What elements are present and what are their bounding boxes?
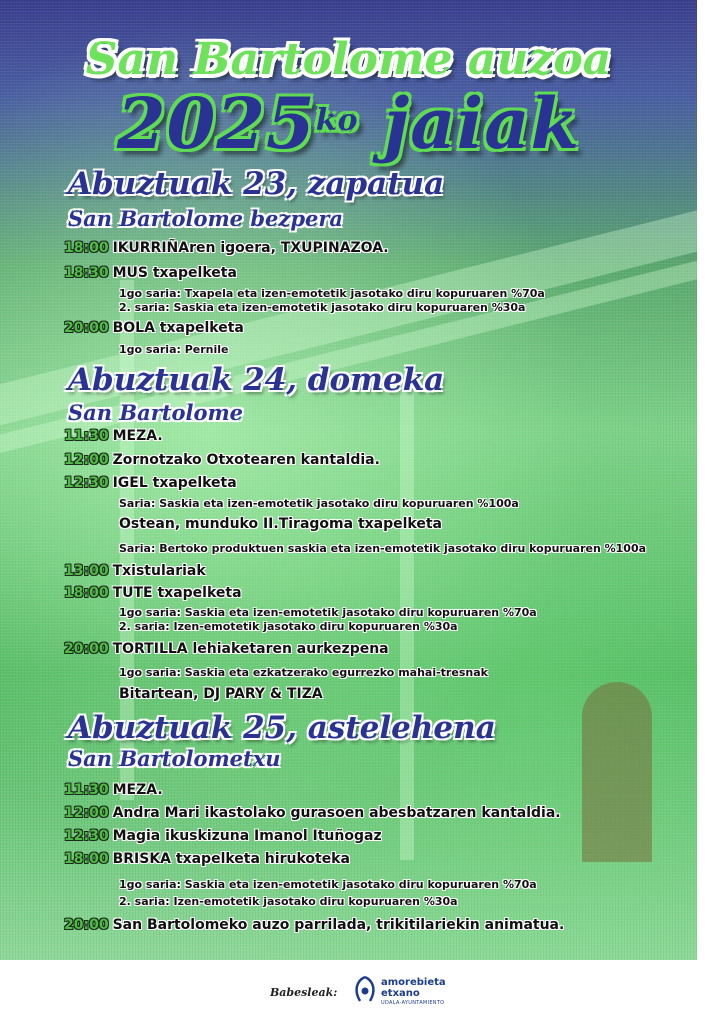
event-text: BRISKA txapelketa hirukoteka (112, 851, 350, 867)
day-title: Abuztuak 23, zapatua (68, 166, 445, 202)
event-time: 13:00 (64, 563, 109, 579)
event-note: 1go saria: Saskia eta izen-emotetik jasotako diru kopuruaren %70a (119, 606, 537, 619)
event-row (64, 641, 389, 657)
event-text: IGEL txapelketa (112, 475, 237, 491)
event-note: Saria: Saskia eta izen-emotetik jasotako diru kopuruaren %100a (119, 497, 519, 510)
event-row (64, 563, 206, 579)
event-row (64, 851, 350, 867)
poster-title-line1: San Bartolome auzoa (85, 34, 612, 85)
event-time: 18:00 (64, 585, 109, 601)
event-text: Zornotzako Otxotearen kantaldia. (112, 452, 380, 468)
event-extra: Ostean, munduko II.Tiragoma txapelketa (119, 516, 443, 532)
logo-text-line3: UDALA·AYUNTAMIENTO (381, 1000, 445, 1006)
poster-title-line2 (0, 82, 697, 165)
event-text: MEZA. (112, 428, 163, 444)
day-title: Abuztuak 25, astelehena (68, 710, 496, 746)
event-text: San Bartolomeko auzo parrilada, trikitilariekin animatua. (112, 917, 565, 933)
event-text: BOLA txapelketa (112, 320, 244, 336)
event-time: 12:30 (64, 475, 109, 491)
event-note: Saria: Bertoko produktuen saskia eta izen-emotetik jasotako diru kopuruaren %100a (119, 542, 647, 555)
event-time: 18:30 (64, 265, 109, 281)
event-note: 1go saria: Txapela eta izen-emotetik jasotako diru kopuruaren %70a (119, 287, 545, 300)
event-time: 20:00 (64, 641, 109, 657)
chapel-door-decoration (582, 682, 652, 862)
title-year: 2025 (116, 82, 316, 165)
event-row (64, 320, 244, 336)
day-subtitle: San Bartolome bezpera (68, 206, 344, 231)
logo-text-line1: amorebieta (381, 977, 446, 988)
event-row (64, 782, 163, 798)
event-row (64, 452, 380, 468)
event-text: IKURRIÑAren igoera, TXUPINAZOA. (112, 240, 389, 256)
event-time: 12:00 (64, 805, 109, 821)
event-text: MUS txapelketa (112, 265, 237, 281)
event-time: 11:30 (64, 428, 109, 444)
day-subtitle: San Bartolome (68, 400, 244, 425)
event-note: 1go saria: Saskia eta izen-emotetik jasotako diru kopuruaren %70a (119, 878, 537, 891)
event-text: Andra Mari ikastolako gurasoen abesbatzaren kantaldia. (112, 805, 561, 821)
day-subtitle: San Bartolometxu (68, 746, 281, 771)
logo-text-line2: etxano (381, 988, 420, 999)
event-note: 2. saria: Izen-emotetik jasotako diru kopuruaren %30a (119, 895, 458, 908)
event-row (64, 828, 382, 844)
event-row (64, 475, 237, 491)
amorebieta-logo-icon (352, 975, 378, 1005)
event-text: Txistulariak (112, 563, 206, 579)
event-row (64, 917, 564, 933)
day-title: Abuztuak 24, domeka (68, 362, 445, 398)
event-time: 12:00 (64, 452, 109, 468)
event-text: MEZA. (112, 782, 163, 798)
title-ko: ko (315, 103, 359, 138)
event-note: 1go saria: Pernile (119, 343, 229, 356)
event-text: TORTILLA lehiaketaren aurkezpena (112, 641, 389, 657)
event-text: Magia ikuskizuna Imanol Ituñogaz (112, 828, 382, 844)
event-note: 2. saria: Saskia eta izen-emotetik jasotako diru kopuruaren %30a (119, 301, 526, 314)
event-time: 11:30 (64, 782, 109, 798)
event-note: 1go saria: Saskia eta ezkatzerako egurrezko mahai-tresnak (119, 666, 488, 679)
event-row (64, 240, 389, 256)
title-word: jaiak (383, 82, 581, 165)
event-row (64, 585, 242, 601)
event-row (64, 805, 561, 821)
sponsors-label: Babesleak: (270, 986, 338, 999)
event-row (64, 265, 237, 281)
event-row (64, 428, 163, 444)
event-time: 20:00 (64, 320, 109, 336)
event-note: 2. saria: Izen-emotetik jasotako diru kopuruaren %30a (119, 620, 458, 633)
event-extra: Bitartean, DJ PARY & TIZA (119, 686, 323, 702)
event-time: 12:30 (64, 828, 109, 844)
event-text: TUTE txapelketa (112, 585, 242, 601)
event-time: 20:00 (64, 917, 109, 933)
event-time: 18:00 (64, 851, 109, 867)
event-time: 18:00 (64, 240, 109, 256)
